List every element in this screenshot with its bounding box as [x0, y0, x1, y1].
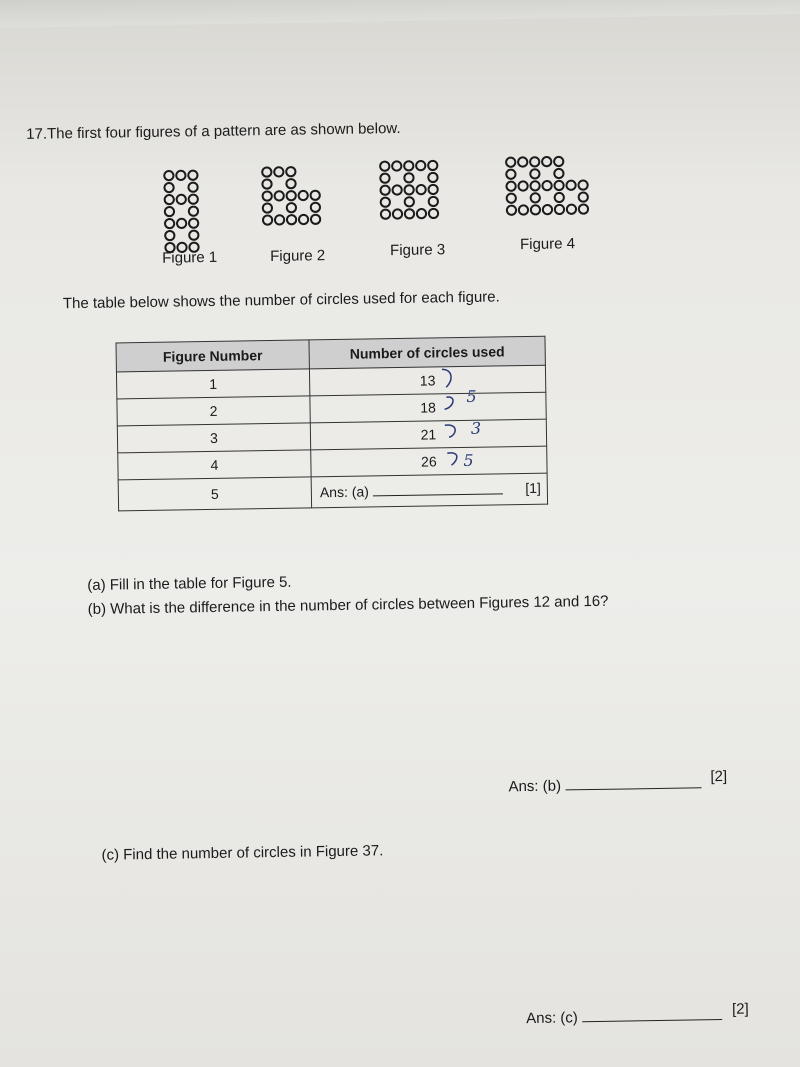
answer-c-blank[interactable]	[582, 1007, 722, 1022]
table-intro-text: The table below shows the number of circles used for each figure.	[62, 288, 500, 313]
pattern-circle	[554, 157, 563, 166]
pattern-circle	[263, 191, 272, 200]
pattern-circle	[530, 169, 539, 178]
answer-c-row	[526, 1007, 722, 1027]
pattern-circle	[380, 186, 389, 195]
pattern-circle	[392, 185, 401, 194]
pattern-circle	[518, 181, 527, 190]
pattern-circle	[274, 167, 283, 176]
circles-cell: 18	[310, 392, 546, 423]
pattern-circle	[164, 183, 173, 192]
pattern-circle	[177, 195, 186, 204]
pattern-circle	[263, 215, 272, 224]
figure-1-label: Figure 1	[162, 248, 218, 267]
pattern-circle	[286, 167, 295, 176]
answer-a-mark: [1]	[525, 479, 541, 497]
handwritten-note: 5	[463, 450, 474, 470]
pattern-circle	[189, 207, 198, 216]
question-title: 17.The first four figures of a pattern are as shown below.	[26, 119, 401, 143]
answer-c-mark: [2]	[731, 1000, 749, 1018]
answer-a-label: Ans: (a)	[319, 483, 370, 501]
pattern-circle	[404, 185, 413, 194]
pattern-circle	[506, 170, 515, 179]
pattern-circle	[189, 231, 198, 240]
circles-cell: 21	[310, 419, 546, 450]
pattern-circle	[543, 205, 552, 214]
pattern-circle	[287, 203, 296, 212]
pattern-circle	[416, 161, 425, 170]
answer-b-mark: [2]	[710, 767, 728, 786]
pattern-circle	[506, 182, 515, 191]
answer-c-label: Ans: (c)	[526, 1009, 578, 1028]
figure-number-cell: 4	[118, 450, 311, 480]
answer-b-blank[interactable]	[565, 775, 701, 790]
pattern-circle	[177, 219, 186, 228]
pattern-circle	[429, 209, 438, 218]
pattern-circle	[405, 209, 414, 218]
pattern-circle	[555, 205, 564, 214]
circles-cell: 13	[309, 365, 545, 396]
pattern-circle	[165, 207, 174, 216]
pattern-circle	[189, 219, 198, 228]
pattern-circle	[405, 197, 414, 206]
figure-3-label: Figure 3	[389, 241, 446, 260]
figure-number-cell: 3	[117, 423, 310, 453]
pattern-circle	[164, 171, 173, 180]
table-row	[118, 473, 547, 511]
pattern-circle	[286, 179, 295, 188]
pattern-circle	[189, 195, 198, 204]
pattern-circle	[275, 215, 284, 224]
header-figure-number: Figure Number	[116, 340, 309, 372]
answer-b-row	[508, 775, 701, 795]
figure-4-label: Figure 4	[519, 235, 576, 254]
pattern-circle	[567, 205, 576, 214]
pattern-circle	[518, 157, 527, 166]
pattern-circle	[519, 205, 528, 214]
figure-2-label: Figure 2	[270, 247, 326, 266]
pattern-circle	[530, 157, 539, 166]
pattern-circle	[429, 197, 438, 206]
pattern-circle	[165, 219, 174, 228]
part-c-text: (c) Find the number of circles in Figure 37.	[101, 842, 384, 864]
pattern-circle	[566, 181, 575, 190]
pattern-circle	[263, 203, 272, 212]
pattern-circle	[176, 171, 185, 180]
figure-2-circles	[261, 165, 342, 246]
pattern-circle	[380, 174, 389, 183]
pattern-circle	[530, 181, 539, 190]
answer-a-blank[interactable]	[373, 481, 503, 496]
circles-cell: 26	[311, 446, 547, 477]
pattern-circle	[299, 191, 308, 200]
header-circles-used: Number of circles used	[309, 336, 545, 369]
pattern-circle	[275, 191, 284, 200]
pattern-circle	[188, 171, 197, 180]
figure-number-cell: 2	[117, 396, 310, 426]
pattern-circle	[311, 215, 320, 224]
pattern-circle	[287, 215, 296, 224]
pattern-circle	[531, 205, 540, 214]
pattern-circle	[428, 161, 437, 170]
part-a-text: (a) Fill in the table for Figure 5.	[87, 573, 292, 594]
figure-number-cell: 5	[118, 477, 311, 511]
pattern-circle	[578, 180, 587, 189]
pattern-circle	[416, 185, 425, 194]
figure-1-circles	[163, 169, 214, 250]
pattern-circle	[542, 157, 551, 166]
pattern-circle	[404, 173, 413, 182]
pattern-circle	[428, 185, 437, 194]
part-b-text: (b) What is the difference in the number of circles between Figures 12 and 16?	[87, 592, 609, 618]
pattern-circle	[165, 195, 174, 204]
pattern-circle	[506, 158, 515, 167]
pattern-circle	[262, 167, 271, 176]
pattern-circle	[579, 204, 588, 213]
pattern-circle	[392, 161, 401, 170]
pattern-circle	[380, 162, 389, 171]
pattern-circle	[381, 198, 390, 207]
pattern-circle	[393, 209, 402, 218]
pattern-circle	[188, 183, 197, 192]
pattern-circle	[404, 161, 413, 170]
pattern-circle	[555, 193, 564, 202]
pattern-circle	[311, 191, 320, 200]
pattern-circle	[531, 193, 540, 202]
pattern-circle	[381, 210, 390, 219]
handwritten-note: 3	[470, 418, 482, 438]
figure-4-circles	[505, 155, 616, 237]
figure-number-cell: 1	[116, 369, 309, 399]
pattern-circle	[262, 179, 271, 188]
pattern-circle	[579, 192, 588, 201]
pattern-circle	[428, 173, 437, 182]
pattern-circle	[311, 203, 320, 212]
figure-3-circles	[379, 159, 460, 240]
answer-b-label: Ans: (b)	[508, 777, 562, 796]
pattern-circle	[165, 231, 174, 240]
pattern-figures	[155, 154, 627, 271]
pattern-circle	[554, 169, 563, 178]
pattern-circle	[507, 206, 516, 215]
pattern-circle	[507, 194, 516, 203]
pattern-circle	[299, 215, 308, 224]
pattern-circle	[542, 181, 551, 190]
pattern-circle	[417, 209, 426, 218]
pattern-circle	[287, 191, 296, 200]
answer-a-cell	[311, 473, 547, 508]
pattern-circle	[554, 181, 563, 190]
handwritten-note: 5	[466, 386, 477, 406]
